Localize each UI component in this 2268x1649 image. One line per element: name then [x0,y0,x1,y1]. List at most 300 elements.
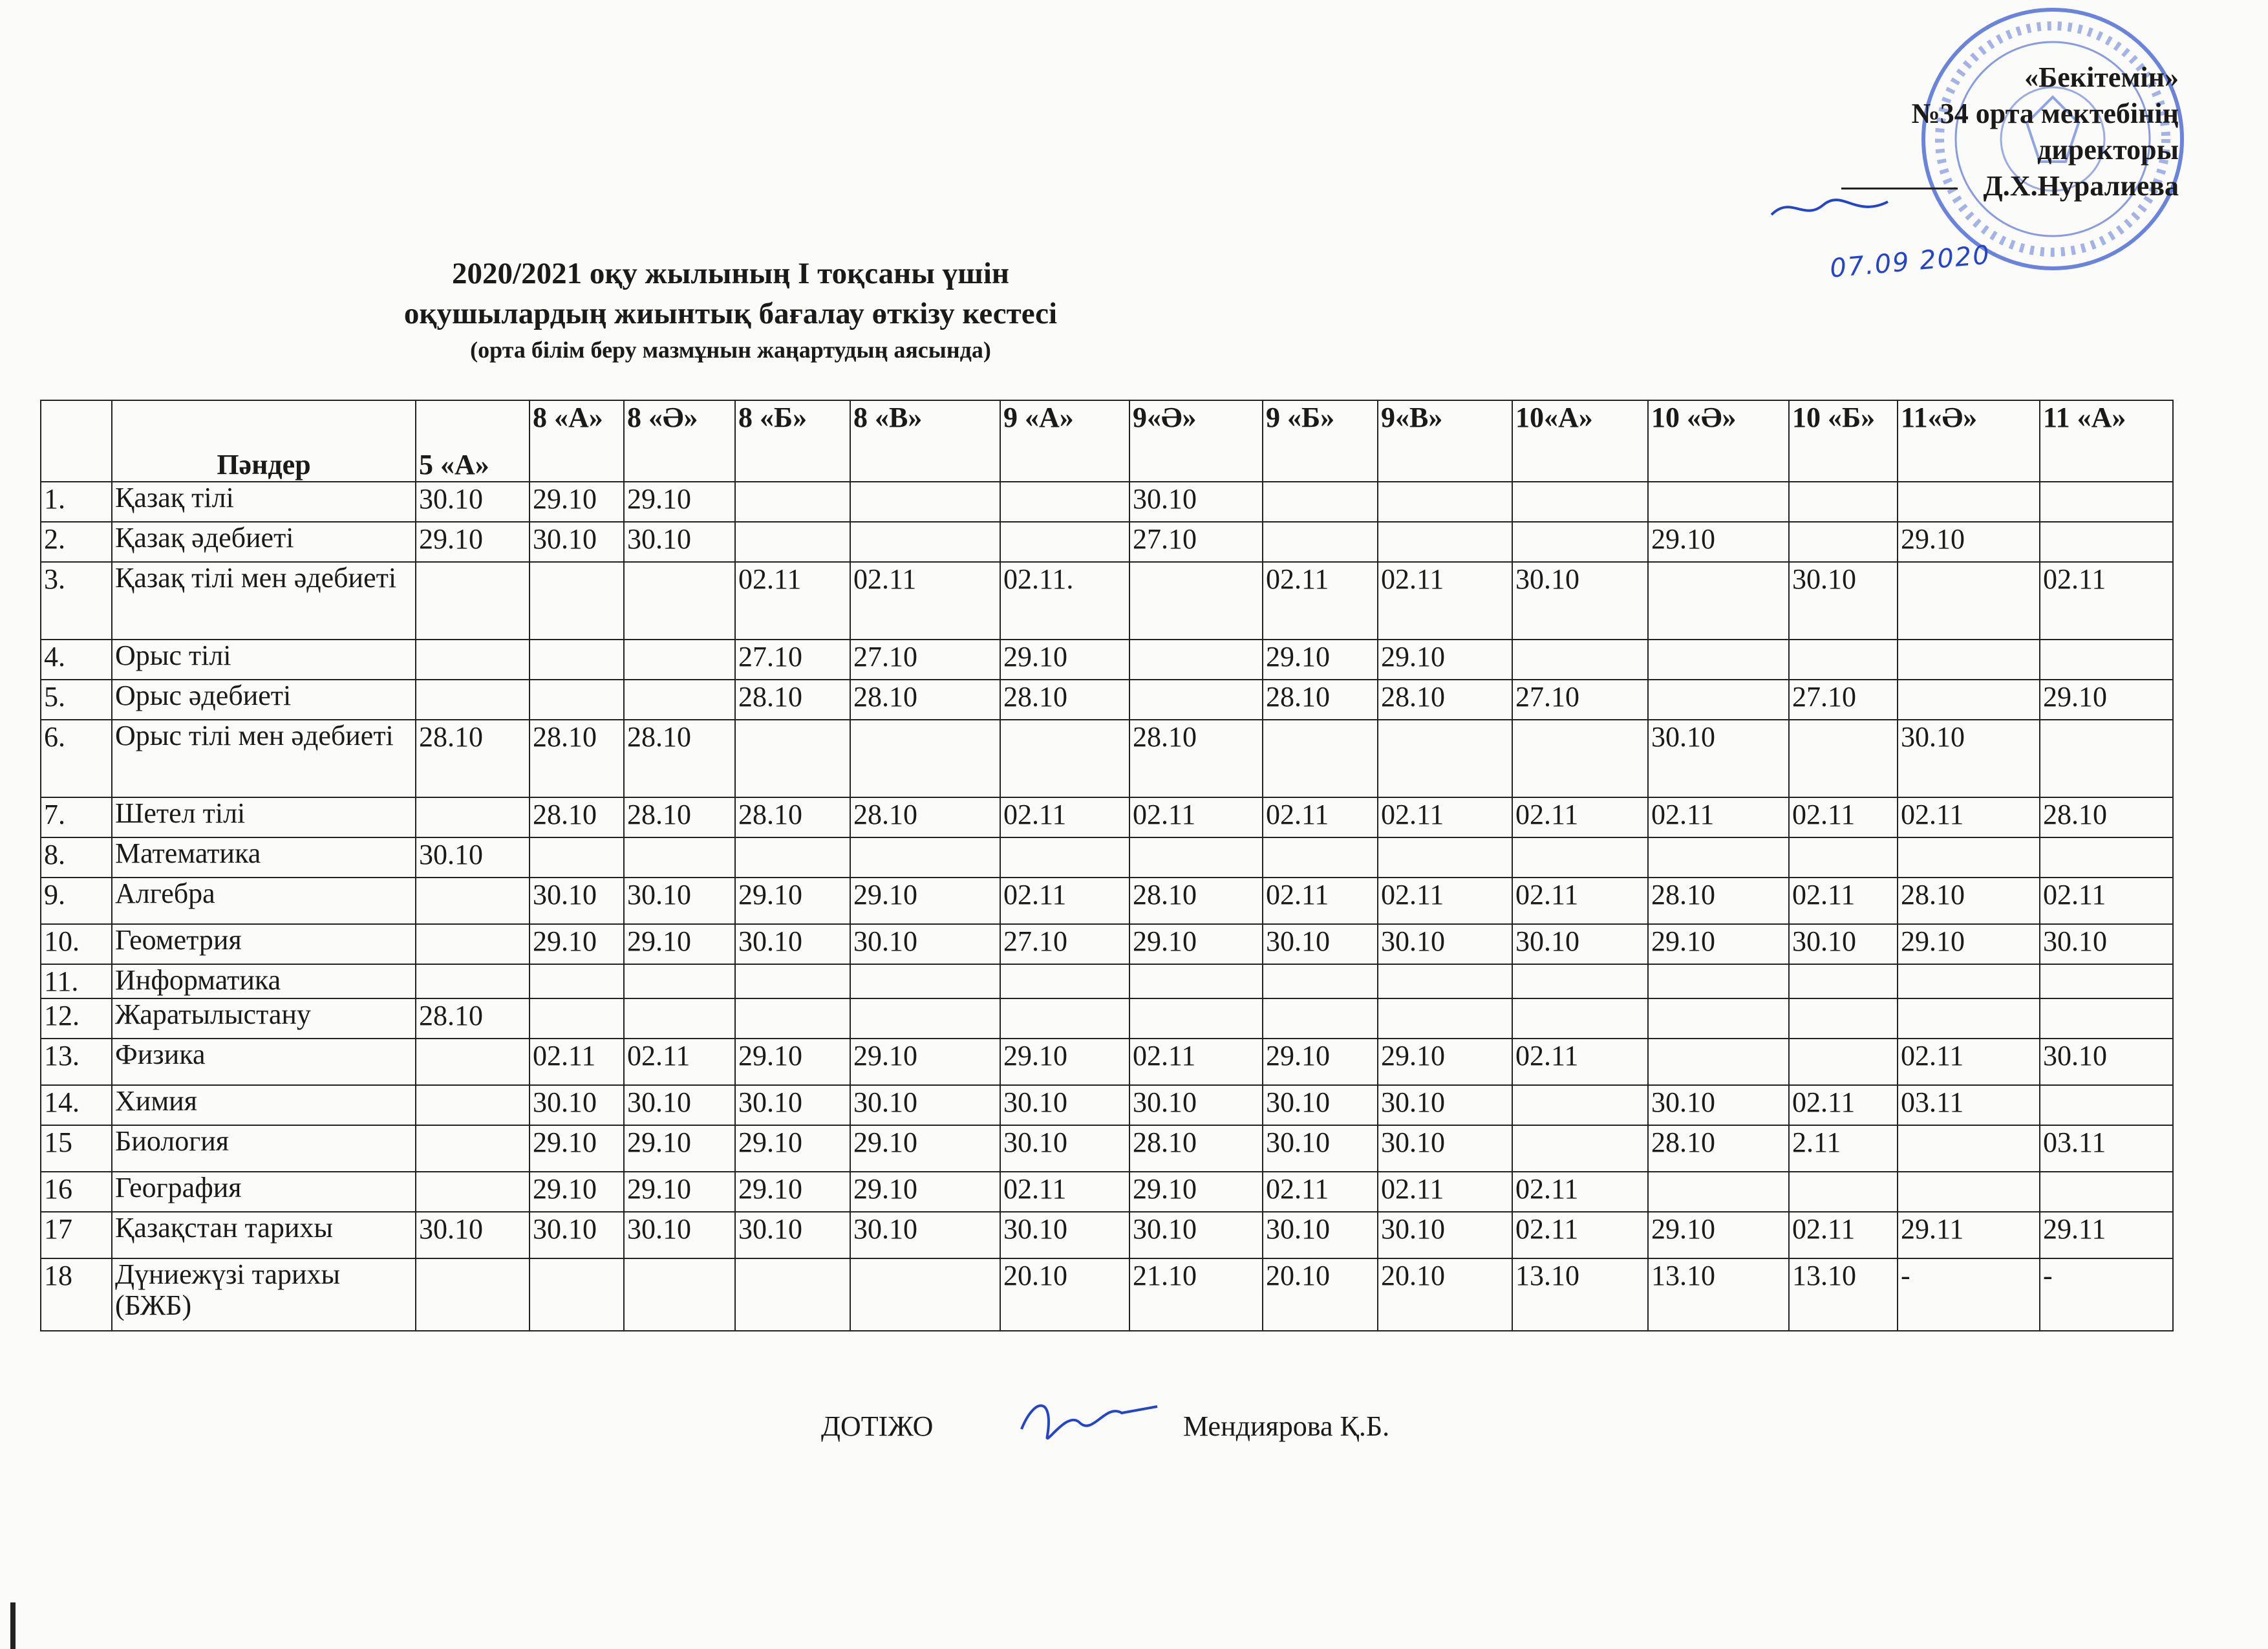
date-cell [1378,720,1512,797]
title-line-3: (орта білім беру мазмұнын жаңартудың аясында) [470,337,991,363]
subject-name: Қазақ тілі мен әдебиеті [112,562,416,640]
date-cell [1378,998,1512,1039]
date-cell [416,964,530,998]
date-cell [735,1258,850,1331]
date-cell: 28.10 [850,680,1000,720]
footer-name: Мендиярова Қ.Б. [1183,1410,1390,1442]
date-cell: 27.10 [735,640,850,680]
date-cell: 29.10 [850,1039,1000,1085]
column-header: 9 «Б» [1263,400,1378,482]
date-cell: 28.10 [530,720,624,797]
date-cell: 29.10 [1129,924,1263,964]
date-cell: 30.10 [850,1085,1000,1125]
date-cell [416,878,530,924]
date-cell [530,1258,624,1331]
row-number: 6. [41,720,112,797]
column-header: 10«А» [1512,400,1648,482]
date-cell: 28.10 [1129,878,1263,924]
date-cell [1129,640,1263,680]
date-cell: 29.11 [2040,1212,2173,1258]
row-number: 10. [41,924,112,964]
date-cell: 02.11 [1129,1039,1263,1085]
date-cell: 29.10 [1000,1039,1129,1085]
date-cell: 30.10 [1263,924,1378,964]
date-cell: 02.11 [1378,562,1512,640]
date-cell: 29.10 [1378,640,1512,680]
date-cell [1512,998,1648,1039]
date-cell [1263,720,1378,797]
schedule-table-wrapper [40,400,2174,1331]
date-cell: 02.11 [2040,878,2173,924]
header-number-cell [41,400,112,482]
date-cell: 28.10 [624,797,735,837]
date-cell: 28.10 [1648,1125,1789,1172]
date-cell: 29.10 [1898,522,2040,562]
table-row [41,1172,2173,1212]
date-cell: 02.11 [1789,797,1898,837]
table-row [41,720,2173,797]
date-cell [624,998,735,1039]
date-cell [1648,482,1789,522]
date-cell [530,837,624,878]
date-cell: 30.10 [1129,482,1263,522]
date-cell: 30.10 [1129,1085,1263,1125]
date-cell [850,482,1000,522]
date-cell: 27.10 [850,640,1000,680]
table-row [41,924,2173,964]
row-number: 17 [41,1212,112,1258]
date-cell [2040,640,2173,680]
date-cell: 27.10 [1789,680,1898,720]
date-cell [530,680,624,720]
date-cell [416,797,530,837]
date-cell: 30.10 [1898,720,2040,797]
date-cell: 28.10 [850,797,1000,837]
date-cell: 29.10 [2040,680,2173,720]
row-number: 7. [41,797,112,837]
date-cell: 28.10 [530,797,624,837]
date-cell [850,964,1000,998]
date-cell: 30.10 [735,1085,850,1125]
row-number: 14. [41,1085,112,1125]
subject-name: Шетел тілі [112,797,416,837]
date-cell: 29.10 [530,1172,624,1212]
date-cell: 30.10 [530,878,624,924]
date-cell [1000,522,1129,562]
date-cell [735,522,850,562]
column-header: 8 «Б» [735,400,850,482]
date-cell: 29.11 [1898,1212,2040,1258]
date-cell: 13.10 [1648,1258,1789,1331]
table-row [41,837,2173,878]
date-cell: 02.11 [1648,797,1789,837]
subject-name: География [112,1172,416,1212]
date-cell [1648,1039,1789,1085]
date-cell [735,998,850,1039]
date-cell: 03.11 [1898,1085,2040,1125]
date-cell [1898,837,2040,878]
footer-role: ДОТІЖО [821,1410,934,1442]
row-number: 11. [41,964,112,998]
date-cell: 30.10 [1263,1085,1378,1125]
date-cell: 28.10 [735,680,850,720]
date-cell: 28.10 [416,998,530,1039]
date-cell [1789,1172,1898,1212]
date-cell [1129,562,1263,640]
date-cell: 02.11 [1000,797,1129,837]
date-cell: 02.11 [1789,878,1898,924]
date-cell: 30.10 [850,1212,1000,1258]
date-cell [2040,522,2173,562]
date-cell: 28.10 [1898,878,2040,924]
date-cell: 02.11 [1898,797,2040,837]
table-row [41,797,2173,837]
date-cell: 30.10 [1512,924,1648,964]
table-row [41,680,2173,720]
date-cell [1648,998,1789,1039]
title-line-2: оқушылардың жиынтық бағалау өткізу кестесі [403,297,1058,330]
date-cell: 30.10 [735,1212,850,1258]
date-cell: 30.10 [1378,1125,1512,1172]
date-cell [1789,482,1898,522]
date-cell: 29.10 [850,878,1000,924]
date-cell [624,837,735,878]
date-cell [1898,680,2040,720]
date-cell: 20.10 [1263,1258,1378,1331]
date-cell [416,640,530,680]
date-cell: 30.10 [735,924,850,964]
header-subject: Пәндер [112,400,416,482]
date-cell: 13.10 [1512,1258,1648,1331]
date-cell: 30.10 [1378,1212,1512,1258]
date-cell: 02.11 [1512,1212,1648,1258]
date-cell: 20.10 [1000,1258,1129,1331]
date-cell: 29.10 [1648,924,1789,964]
date-cell [1898,482,2040,522]
date-cell [1512,522,1648,562]
date-cell: 28.10 [1648,878,1789,924]
date-cell: 30.10 [1000,1125,1129,1172]
date-cell: 29.10 [1648,522,1789,562]
date-cell [1129,680,1263,720]
table-row [41,522,2173,562]
date-cell: 30.10 [1789,562,1898,640]
date-cell: 02.11 [1789,1085,1898,1125]
date-cell: 30.10 [530,1085,624,1125]
date-cell [2040,998,2173,1039]
date-cell: 29.10 [850,1172,1000,1212]
row-number: 16 [41,1172,112,1212]
column-header: 8 «А» [530,400,624,482]
date-cell: 30.10 [624,522,735,562]
row-number: 18 [41,1258,112,1331]
date-cell [1789,720,1898,797]
date-cell [1263,998,1378,1039]
date-cell [1648,680,1789,720]
date-cell [1512,1125,1648,1172]
date-cell [1378,837,1512,878]
table-row [41,878,2173,924]
date-cell: 02.11 [1789,1212,1898,1258]
date-cell [624,562,735,640]
subject-name: Орыс тілі мен әдебиеті [112,720,416,797]
subject-name: Геометрия [112,924,416,964]
date-cell [1263,522,1378,562]
date-cell: 29.10 [1898,924,2040,964]
subject-name: Дүниежүзі тарихы (БЖБ) [112,1258,416,1331]
date-cell: 02.11 [1000,1172,1129,1212]
date-cell: 30.10 [416,837,530,878]
date-cell: 29.10 [624,482,735,522]
date-cell [850,998,1000,1039]
row-number: 3. [41,562,112,640]
date-cell: 29.10 [530,1125,624,1172]
date-cell [1000,482,1129,522]
date-cell [850,720,1000,797]
date-cell: 02.11 [1263,562,1378,640]
table-row [41,640,2173,680]
date-cell [530,964,624,998]
row-number: 12. [41,998,112,1039]
date-cell: 30.10 [530,522,624,562]
row-number: 13. [41,1039,112,1085]
column-header: 8 «Ә» [624,400,735,482]
row-number: 5. [41,680,112,720]
date-cell [1648,562,1789,640]
date-cell: 02.11 [1512,1172,1648,1212]
date-cell: 28.10 [1378,680,1512,720]
date-cell: 28.10 [735,797,850,837]
date-cell [416,1172,530,1212]
date-cell: 02.11 [530,1039,624,1085]
date-cell: 20.10 [1378,1258,1512,1331]
title-line-1: 2020/2021 оқу жылының І тоқсаны үшін [452,257,1009,290]
date-cell [416,924,530,964]
date-cell [416,680,530,720]
date-cell [1263,837,1378,878]
date-cell: 30.10 [1648,720,1789,797]
date-cell [1000,720,1129,797]
column-header: 8 «В» [850,400,1000,482]
date-cell [1648,837,1789,878]
date-cell [530,562,624,640]
date-cell: 02.11 [1263,878,1378,924]
approval-block [1841,59,2179,204]
date-cell: 29.10 [1263,1039,1378,1085]
date-cell: 02.11 [850,562,1000,640]
date-cell: - [1898,1258,2040,1331]
column-header: 10 «Ә» [1648,400,1789,482]
table-row [41,1085,2173,1125]
signature-line [1841,188,1958,189]
subject-name: Физика [112,1039,416,1085]
date-cell: 27.10 [1129,522,1263,562]
date-cell [1789,998,1898,1039]
row-number: 15 [41,1125,112,1172]
date-cell [1512,720,1648,797]
date-cell: 02.11 [1000,878,1129,924]
column-header: 11 «А» [2040,400,2173,482]
date-cell: 29.10 [1648,1212,1789,1258]
table-row [41,998,2173,1039]
date-cell: 02.11 [624,1039,735,1085]
date-cell: 13.10 [1789,1258,1898,1331]
date-cell [2040,720,2173,797]
date-cell [1898,1172,2040,1212]
date-cell: 30.10 [1378,924,1512,964]
date-cell: 02.11 [1378,1172,1512,1212]
date-cell: 02.11 [1512,1039,1648,1085]
date-cell [850,837,1000,878]
column-header: 9 «А» [1000,400,1129,482]
date-cell [1789,837,1898,878]
scan-edge-mark [10,1602,16,1649]
subject-name: Қазақстан тарихы [112,1212,416,1258]
date-cell: 28.10 [624,720,735,797]
date-cell [624,964,735,998]
date-cell [624,640,735,680]
date-cell: 30.10 [624,1085,735,1125]
date-cell: 30.10 [416,1212,530,1258]
date-cell: 21.10 [1129,1258,1263,1331]
date-cell [624,1258,735,1331]
date-cell: 30.10 [1263,1125,1378,1172]
date-cell: 27.10 [1000,924,1129,964]
date-cell [2040,837,2173,878]
date-cell: 29.10 [530,482,624,522]
date-cell [1648,640,1789,680]
footer-signature [1009,1384,1164,1455]
date-cell [1000,837,1129,878]
subject-name: Жаратылыстану [112,998,416,1039]
subject-name: Математика [112,837,416,878]
date-cell [1648,964,1789,998]
date-cell [416,1125,530,1172]
date-cell [2040,1172,2173,1212]
column-header: 5 «А» [416,400,530,482]
date-cell: 02.11. [1000,562,1129,640]
subject-name: Орыс тілі [112,640,416,680]
table-row [41,1039,2173,1085]
date-cell [1789,640,1898,680]
column-header: 9«Ә» [1129,400,1263,482]
date-cell: 30.10 [2040,1039,2173,1085]
date-cell: 29.10 [735,878,850,924]
date-cell: 30.10 [624,878,735,924]
date-cell [1000,998,1129,1039]
row-number: 8. [41,837,112,878]
subject-name: Информатика [112,964,416,998]
table-row [41,562,2173,640]
date-cell [1000,964,1129,998]
date-cell [1789,1039,1898,1085]
table-row [41,964,2173,998]
date-cell: 30.10 [2040,924,2173,964]
date-cell [416,562,530,640]
date-cell: 03.11 [2040,1125,2173,1172]
date-cell [1129,964,1263,998]
date-cell [1378,964,1512,998]
date-cell: 28.10 [2040,797,2173,837]
date-cell: 02.11 [735,562,850,640]
date-cell [735,837,850,878]
date-cell [1648,1172,1789,1212]
date-cell [1263,964,1378,998]
table-row [41,1212,2173,1258]
footer [821,1410,1390,1443]
date-cell: 29.10 [1000,640,1129,680]
date-cell: 28.10 [1263,680,1378,720]
subject-name: Алгебра [112,878,416,924]
date-cell [530,640,624,680]
date-cell: 29.10 [735,1172,850,1212]
column-header: 10 «Б» [1789,400,1898,482]
date-cell [735,720,850,797]
date-cell [1512,640,1648,680]
date-cell [1263,482,1378,522]
date-cell: 29.10 [530,924,624,964]
row-number: 2. [41,522,112,562]
column-header: 11«Ә» [1898,400,2040,482]
document-title [0,253,1461,366]
row-number: 1. [41,482,112,522]
handwritten-date: 07.09 2020 [1828,240,1992,284]
date-cell: 30.10 [1789,924,1898,964]
date-cell: 28.10 [416,720,530,797]
date-cell [1898,964,2040,998]
date-cell [1512,1085,1648,1125]
date-cell: 29.10 [1263,640,1378,680]
date-cell [1898,562,2040,640]
date-cell: 30.10 [1263,1212,1378,1258]
date-cell: 02.11 [1129,797,1263,837]
date-cell [416,1258,530,1331]
subject-name: Химия [112,1085,416,1125]
date-cell: 02.11 [1378,797,1512,837]
date-cell: 30.10 [1000,1085,1129,1125]
date-cell: 28.10 [1000,680,1129,720]
date-cell [1898,1125,2040,1172]
date-cell [850,522,1000,562]
date-cell: 30.10 [850,924,1000,964]
date-cell: 28.10 [1129,1125,1263,1172]
date-cell [1789,964,1898,998]
date-cell: 29.10 [1378,1039,1512,1085]
date-cell: 02.11 [1378,878,1512,924]
date-cell: - [2040,1258,2173,1331]
date-cell: 30.10 [1512,562,1648,640]
column-header: 9«В» [1378,400,1512,482]
date-cell [2040,1085,2173,1125]
date-cell [2040,964,2173,998]
date-cell: 30.10 [1000,1212,1129,1258]
table-row [41,1125,2173,1172]
date-cell: 02.11 [1898,1039,2040,1085]
subject-name: Орыс әдебиеті [112,680,416,720]
date-cell: 27.10 [1512,680,1648,720]
table-body [41,482,2173,1331]
approval-position: директоры [2037,134,2179,166]
date-cell: 29.10 [624,924,735,964]
date-cell [530,998,624,1039]
date-cell [1378,522,1512,562]
date-cell [1512,837,1648,878]
subject-name: Қазақ әдебиеті [112,522,416,562]
date-cell: 02.11 [1512,797,1648,837]
date-cell [1129,837,1263,878]
date-cell: 29.10 [735,1125,850,1172]
subject-name: Биология [112,1125,416,1172]
